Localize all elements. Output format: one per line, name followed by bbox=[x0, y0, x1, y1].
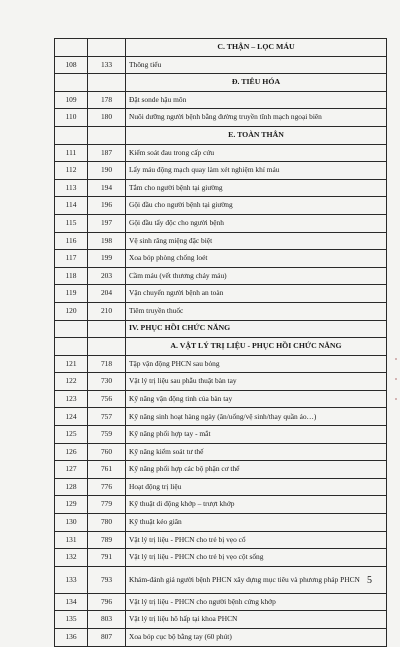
procedure-table bbox=[54, 38, 387, 647]
procedure-code: 803 bbox=[88, 611, 126, 629]
procedure-code: 759 bbox=[88, 426, 126, 444]
row-number: 108 bbox=[55, 56, 88, 74]
edge-mark bbox=[395, 358, 397, 360]
table-row bbox=[55, 549, 387, 567]
table-row bbox=[55, 214, 387, 232]
table-row bbox=[55, 426, 387, 444]
section-title: IV. PHỤC HỒI CHỨC NĂNG bbox=[126, 320, 387, 338]
table-row bbox=[55, 629, 387, 647]
row-number: 117 bbox=[55, 250, 88, 268]
empty-cell bbox=[88, 126, 126, 144]
procedure-name: Kỹ năng vận động tinh của bàn tay bbox=[126, 390, 387, 408]
procedure-code: 761 bbox=[88, 461, 126, 479]
row-number: 127 bbox=[55, 461, 88, 479]
procedure-code: 718 bbox=[88, 355, 126, 373]
procedure-code: 730 bbox=[88, 373, 126, 391]
procedure-name: Tiêm truyền thuốc bbox=[126, 302, 387, 320]
table-row bbox=[55, 56, 387, 74]
row-number: 118 bbox=[55, 267, 88, 285]
table-row bbox=[55, 285, 387, 303]
procedure-name: Gội đầu tẩy độc cho người bệnh bbox=[126, 214, 387, 232]
edge-mark bbox=[395, 398, 397, 400]
table-row bbox=[55, 566, 387, 593]
section-title: A. VẬT LÝ TRỊ LIỆU - PHỤC HỒI CHỨC NĂNG bbox=[126, 338, 387, 356]
row-number: 129 bbox=[55, 496, 88, 514]
procedure-name: Vật lý trị liệu - PHCN cho người bệnh cứng khớp bbox=[126, 593, 387, 611]
table-row bbox=[55, 461, 387, 479]
procedure-code: 178 bbox=[88, 91, 126, 109]
empty-cell bbox=[55, 126, 88, 144]
empty-cell bbox=[55, 39, 88, 57]
procedure-code: 796 bbox=[88, 593, 126, 611]
row-number: 121 bbox=[55, 355, 88, 373]
procedure-code: 757 bbox=[88, 408, 126, 426]
procedure-name: Cầm máu (vết thương chảy máu) bbox=[126, 267, 387, 285]
table-row bbox=[55, 593, 387, 611]
procedure-name: Đặt sonde hậu môn bbox=[126, 91, 387, 109]
row-number: 131 bbox=[55, 531, 88, 549]
procedure-name: Vật lý trị liệu - PHCN cho trẻ bị vẹo cột sống bbox=[126, 549, 387, 567]
procedure-name: Khám-đánh giá người bệnh PHCN xây dựng mục tiêu và phương pháp PHCN bbox=[126, 566, 387, 593]
edge-mark bbox=[395, 378, 397, 380]
row-number: 115 bbox=[55, 214, 88, 232]
procedure-code: 760 bbox=[88, 443, 126, 461]
procedure-name: Thông tiểu bbox=[126, 56, 387, 74]
table-row bbox=[55, 162, 387, 180]
table-row bbox=[55, 355, 387, 373]
procedure-code: 807 bbox=[88, 629, 126, 647]
table-row bbox=[55, 302, 387, 320]
procedure-name: Kỹ thuật di động khớp – trượt khớp bbox=[126, 496, 387, 514]
row-number: 109 bbox=[55, 91, 88, 109]
procedure-code: 780 bbox=[88, 514, 126, 532]
procedure-name: Kỹ năng phối hợp tay - mắt bbox=[126, 426, 387, 444]
table-row bbox=[55, 179, 387, 197]
row-number: 122 bbox=[55, 373, 88, 391]
row-number: 114 bbox=[55, 197, 88, 215]
table-row bbox=[55, 611, 387, 629]
procedure-code: 199 bbox=[88, 250, 126, 268]
procedure-name: Vật lý trị liệu sau phẫu thuật bàn tay bbox=[126, 373, 387, 391]
table-row bbox=[55, 531, 387, 549]
table-row bbox=[55, 408, 387, 426]
procedure-code: 776 bbox=[88, 478, 126, 496]
procedure-name: Xoa bóp cục bộ bằng tay (60 phút) bbox=[126, 629, 387, 647]
empty-cell bbox=[55, 338, 88, 356]
procedure-name: Xoa bóp phòng chống loét bbox=[126, 250, 387, 268]
row-number: 134 bbox=[55, 593, 88, 611]
row-number: 128 bbox=[55, 478, 88, 496]
section-title: Đ. TIÊU HÓA bbox=[126, 74, 387, 92]
table-row bbox=[55, 91, 387, 109]
procedure-code: 198 bbox=[88, 232, 126, 250]
row-number: 132 bbox=[55, 549, 88, 567]
procedure-name: Hoạt động trị liệu bbox=[126, 478, 387, 496]
procedure-code: 187 bbox=[88, 144, 126, 162]
procedure-table-body bbox=[55, 39, 387, 647]
procedure-code: 196 bbox=[88, 197, 126, 215]
empty-cell bbox=[88, 74, 126, 92]
row-number: 133 bbox=[55, 566, 88, 593]
page-number: 5 bbox=[367, 575, 372, 586]
procedure-name: Tập vận động PHCN sau bỏng bbox=[126, 355, 387, 373]
row-number: 120 bbox=[55, 302, 88, 320]
row-number: 130 bbox=[55, 514, 88, 532]
table-row bbox=[55, 514, 387, 532]
procedure-code: 756 bbox=[88, 390, 126, 408]
table-row bbox=[55, 197, 387, 215]
procedure-name: Vận chuyển người bệnh an toàn bbox=[126, 285, 387, 303]
procedure-code: 194 bbox=[88, 179, 126, 197]
table-row bbox=[55, 109, 387, 127]
table-row bbox=[55, 478, 387, 496]
procedure-code: 204 bbox=[88, 285, 126, 303]
table-row bbox=[55, 390, 387, 408]
procedure-code: 791 bbox=[88, 549, 126, 567]
procedure-code: 190 bbox=[88, 162, 126, 180]
table-row bbox=[55, 373, 387, 391]
row-number: 111 bbox=[55, 144, 88, 162]
empty-cell bbox=[55, 74, 88, 92]
section-header-row bbox=[55, 338, 387, 356]
procedure-name: Lấy máu động mạch quay làm xét nghiệm khí máu bbox=[126, 162, 387, 180]
procedure-code: 210 bbox=[88, 302, 126, 320]
procedure-name: Kỹ năng phối hợp các bộ phận cơ thể bbox=[126, 461, 387, 479]
row-number: 110 bbox=[55, 109, 88, 127]
section-header-row bbox=[55, 126, 387, 144]
row-number: 119 bbox=[55, 285, 88, 303]
procedure-name: Vật lý trị liệu - PHCN cho trẻ bị vẹo cổ bbox=[126, 531, 387, 549]
procedure-code: 197 bbox=[88, 214, 126, 232]
procedure-name: Kỹ thuật kéo giãn bbox=[126, 514, 387, 532]
procedure-code: 133 bbox=[88, 56, 126, 74]
procedure-name: Gội đầu cho người bệnh tại giường bbox=[126, 197, 387, 215]
row-number: 116 bbox=[55, 232, 88, 250]
section-header-row bbox=[55, 320, 387, 338]
row-number: 112 bbox=[55, 162, 88, 180]
empty-cell bbox=[55, 320, 88, 338]
procedure-code: 203 bbox=[88, 267, 126, 285]
procedure-name: Tắm cho người bệnh tại giường bbox=[126, 179, 387, 197]
procedure-code: 779 bbox=[88, 496, 126, 514]
section-header-row bbox=[55, 74, 387, 92]
table-row bbox=[55, 267, 387, 285]
row-number: 136 bbox=[55, 629, 88, 647]
empty-cell bbox=[88, 320, 126, 338]
empty-cell bbox=[88, 39, 126, 57]
section-header-row bbox=[55, 39, 387, 57]
procedure-code: 789 bbox=[88, 531, 126, 549]
row-number: 135 bbox=[55, 611, 88, 629]
procedure-code: 180 bbox=[88, 109, 126, 127]
table-row bbox=[55, 144, 387, 162]
row-number: 123 bbox=[55, 390, 88, 408]
row-number: 113 bbox=[55, 179, 88, 197]
procedure-name: Kỹ năng sinh hoạt hàng ngày (ăn/uống/vệ sinh/thay quần áo…) bbox=[126, 408, 387, 426]
procedure-name: Kiểm soát đau trong cấp cứu bbox=[126, 144, 387, 162]
procedure-name: Vệ sinh răng miệng đặc biệt bbox=[126, 232, 387, 250]
row-number: 126 bbox=[55, 443, 88, 461]
row-number: 125 bbox=[55, 426, 88, 444]
section-title: C. THẬN – LỌC MÁU bbox=[126, 39, 387, 57]
table-row bbox=[55, 250, 387, 268]
procedure-name: Vật lý trị liệu hô hấp tại khoa PHCN bbox=[126, 611, 387, 629]
procedure-code: 793 bbox=[88, 566, 126, 593]
table-row bbox=[55, 443, 387, 461]
procedure-name: Kỹ năng kiểm soát tư thế bbox=[126, 443, 387, 461]
procedure-name: Nuôi dưỡng người bệnh bằng đường truyền tĩnh mạch ngoại biên bbox=[126, 109, 387, 127]
table-row bbox=[55, 496, 387, 514]
section-title: E. TOÀN THÂN bbox=[126, 126, 387, 144]
empty-cell bbox=[88, 338, 126, 356]
row-number: 124 bbox=[55, 408, 88, 426]
table-row bbox=[55, 232, 387, 250]
